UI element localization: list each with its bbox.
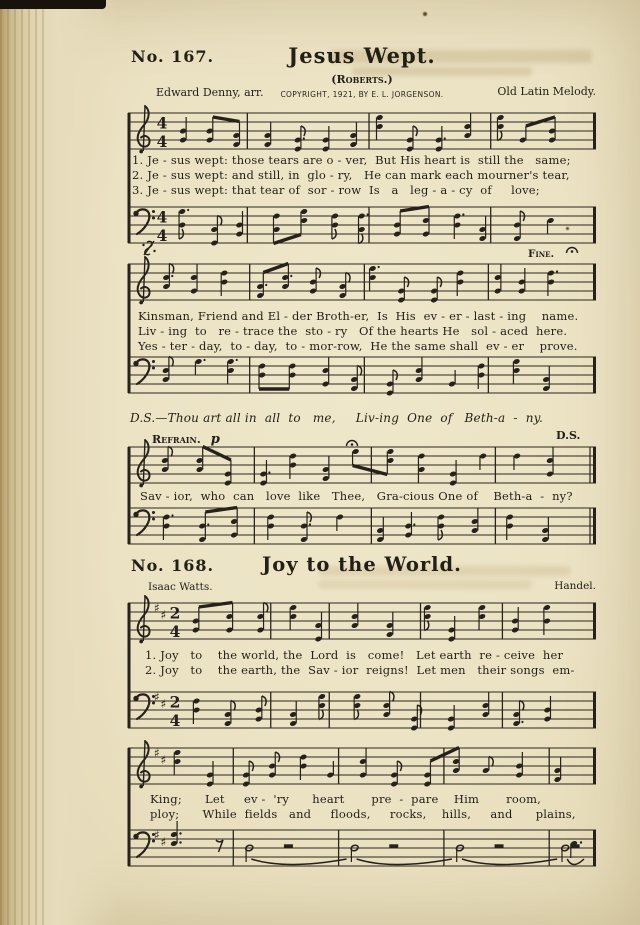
end-barline [593,113,596,149]
refrain-label: Refrain. [152,433,201,446]
tie-slur [567,859,584,865]
verse-line: Liv - ing to re - trace the sto - ry Of the hearts He sol - aced here. [138,324,568,338]
eighth-flag [489,757,493,767]
tie-slur [357,859,452,865]
sharp-sign: ♯ [160,608,167,622]
time-signature: 4 [156,132,168,151]
system-connector-line [128,113,131,243]
verse-line: ploy; While fields and floods, rocks, hills, and plains, [150,807,576,821]
h167-refrain-bass [128,508,596,545]
hymn167-composer: (Roberts.) [331,73,393,86]
half-rest [284,844,293,848]
eighth-flag [231,701,235,711]
end-barline [593,748,596,784]
ds-instruction-line: D.S.—Thou art all in all to me, Liv-ing One of Beth-a - ny. [130,411,544,425]
eighth-flag [217,216,221,226]
fine-mark: Fine. [528,248,555,260]
h167-line1-treble [128,106,596,153]
end-barline [593,603,596,639]
system-connector-line [128,264,131,393]
end-barline [593,207,596,243]
h168-line2-treble [128,741,596,788]
fermata-icon [347,441,358,447]
half-rest [389,844,398,848]
h167-line2-bass [128,357,596,397]
h167-line1-bass [128,207,596,247]
verse-line: 1. Joy to the world, the Lord is come! Let earth re - ceive her [145,648,564,662]
eighth-flag [168,447,172,457]
beam [213,117,240,122]
h168-line2-bass [128,821,596,866]
ds-mark: D.S. [556,429,581,442]
sharp-sign: ♯ [160,697,167,711]
sharp-sign: ♯ [160,753,167,767]
sharp-sign: ♯ [154,601,160,615]
h167-refrain-treble [128,440,596,487]
verse-line: 2. Je - sus wept: and still, in glo - ry, He can mark each mourner's tear, [132,168,570,182]
eighth-flag [264,603,268,613]
eighth-flag [390,692,394,702]
eighth-flag [497,131,501,141]
verse-line: Kinsman, Friend and El - der Broth-er, Is His ev - er - last - ing name. [138,309,579,323]
beam [274,235,301,244]
eighth-flag [346,273,350,283]
eighth-flag [424,621,428,631]
time-signature: 4 [169,622,181,641]
time-signature: 4 [156,113,168,133]
eighth-flag [169,357,173,367]
verse-line: 3. Je - sus wept: that tear of sor - row Is a leg - a - cy of love; [132,183,540,197]
beam [430,748,459,762]
sharp-sign: ♯ [154,828,160,842]
hymn167-number: No. 167. [131,47,215,66]
h167-line2-treble [128,257,596,304]
system-connector-line [128,447,131,544]
refrain-lyric-line: Sav - ior, who can love like Thee, Gra-cious One of Beth-a - ny? [140,489,573,503]
end-barline [593,447,596,483]
hymn167-title: Jesus Wept. [288,43,436,68]
sharp-sign: ♯ [160,835,167,849]
verse-line: 1. Je - sus wept: those tears are o - ver, But His heart is still the same; [132,153,571,167]
hymn168-title: Joy to the World. [262,553,462,576]
h168-line1-bass [128,690,596,731]
eighth-flag [357,366,361,376]
end-barline [593,357,596,393]
beam [263,264,288,273]
eighth-flag [520,701,524,711]
tie-slur [251,859,346,865]
time-signature: 2 [169,603,181,623]
half-rest [495,844,504,848]
system-connector-line [128,603,131,728]
hymn167-arranger: Edward Denny, arr. [156,86,264,99]
hymn168-composer: Handel. [554,580,596,592]
hymn168-author: Isaac Watts. [148,581,213,593]
eighth-rest [216,840,223,852]
end-barline [593,830,596,866]
beam [203,447,231,461]
time-signature: 4 [156,207,168,227]
tie-slur [462,859,557,865]
hymn167-copyright: COPYRIGHT, 1921, BY E. L. JORGENSON. [280,90,444,99]
time-signature: 2 [169,692,181,712]
piano-dynamic-mark: p [210,432,220,447]
h168-line1-treble [128,596,596,643]
verse-line: King; Let ev - 'ry heart pre - pare Him room, [150,792,542,806]
eighth-flag [169,264,173,274]
end-barline [593,692,596,728]
beam [353,466,388,475]
end-barline [593,508,596,544]
sharp-sign: ♯ [154,690,160,704]
fermata-icon [567,248,578,254]
time-signature: 4 [169,711,181,730]
verse-line: 2. Joy to the earth, the Sav - ior reigns! Let men their songs em- [145,663,575,677]
time-signature: 4 [156,226,168,245]
hymn168-number: No. 168. [131,556,215,575]
end-barline [593,264,596,300]
eighth-flag [354,710,358,720]
eighth-flag [359,234,363,244]
hymn167-melody-credit: Old Latin Melody. [497,85,596,98]
sharp-sign: ♯ [154,746,160,760]
eighth-flag [319,710,323,720]
verse-line: Yes - ter - day, to - day, to - mor-row, He the same shall ev - er prove. [138,339,578,353]
